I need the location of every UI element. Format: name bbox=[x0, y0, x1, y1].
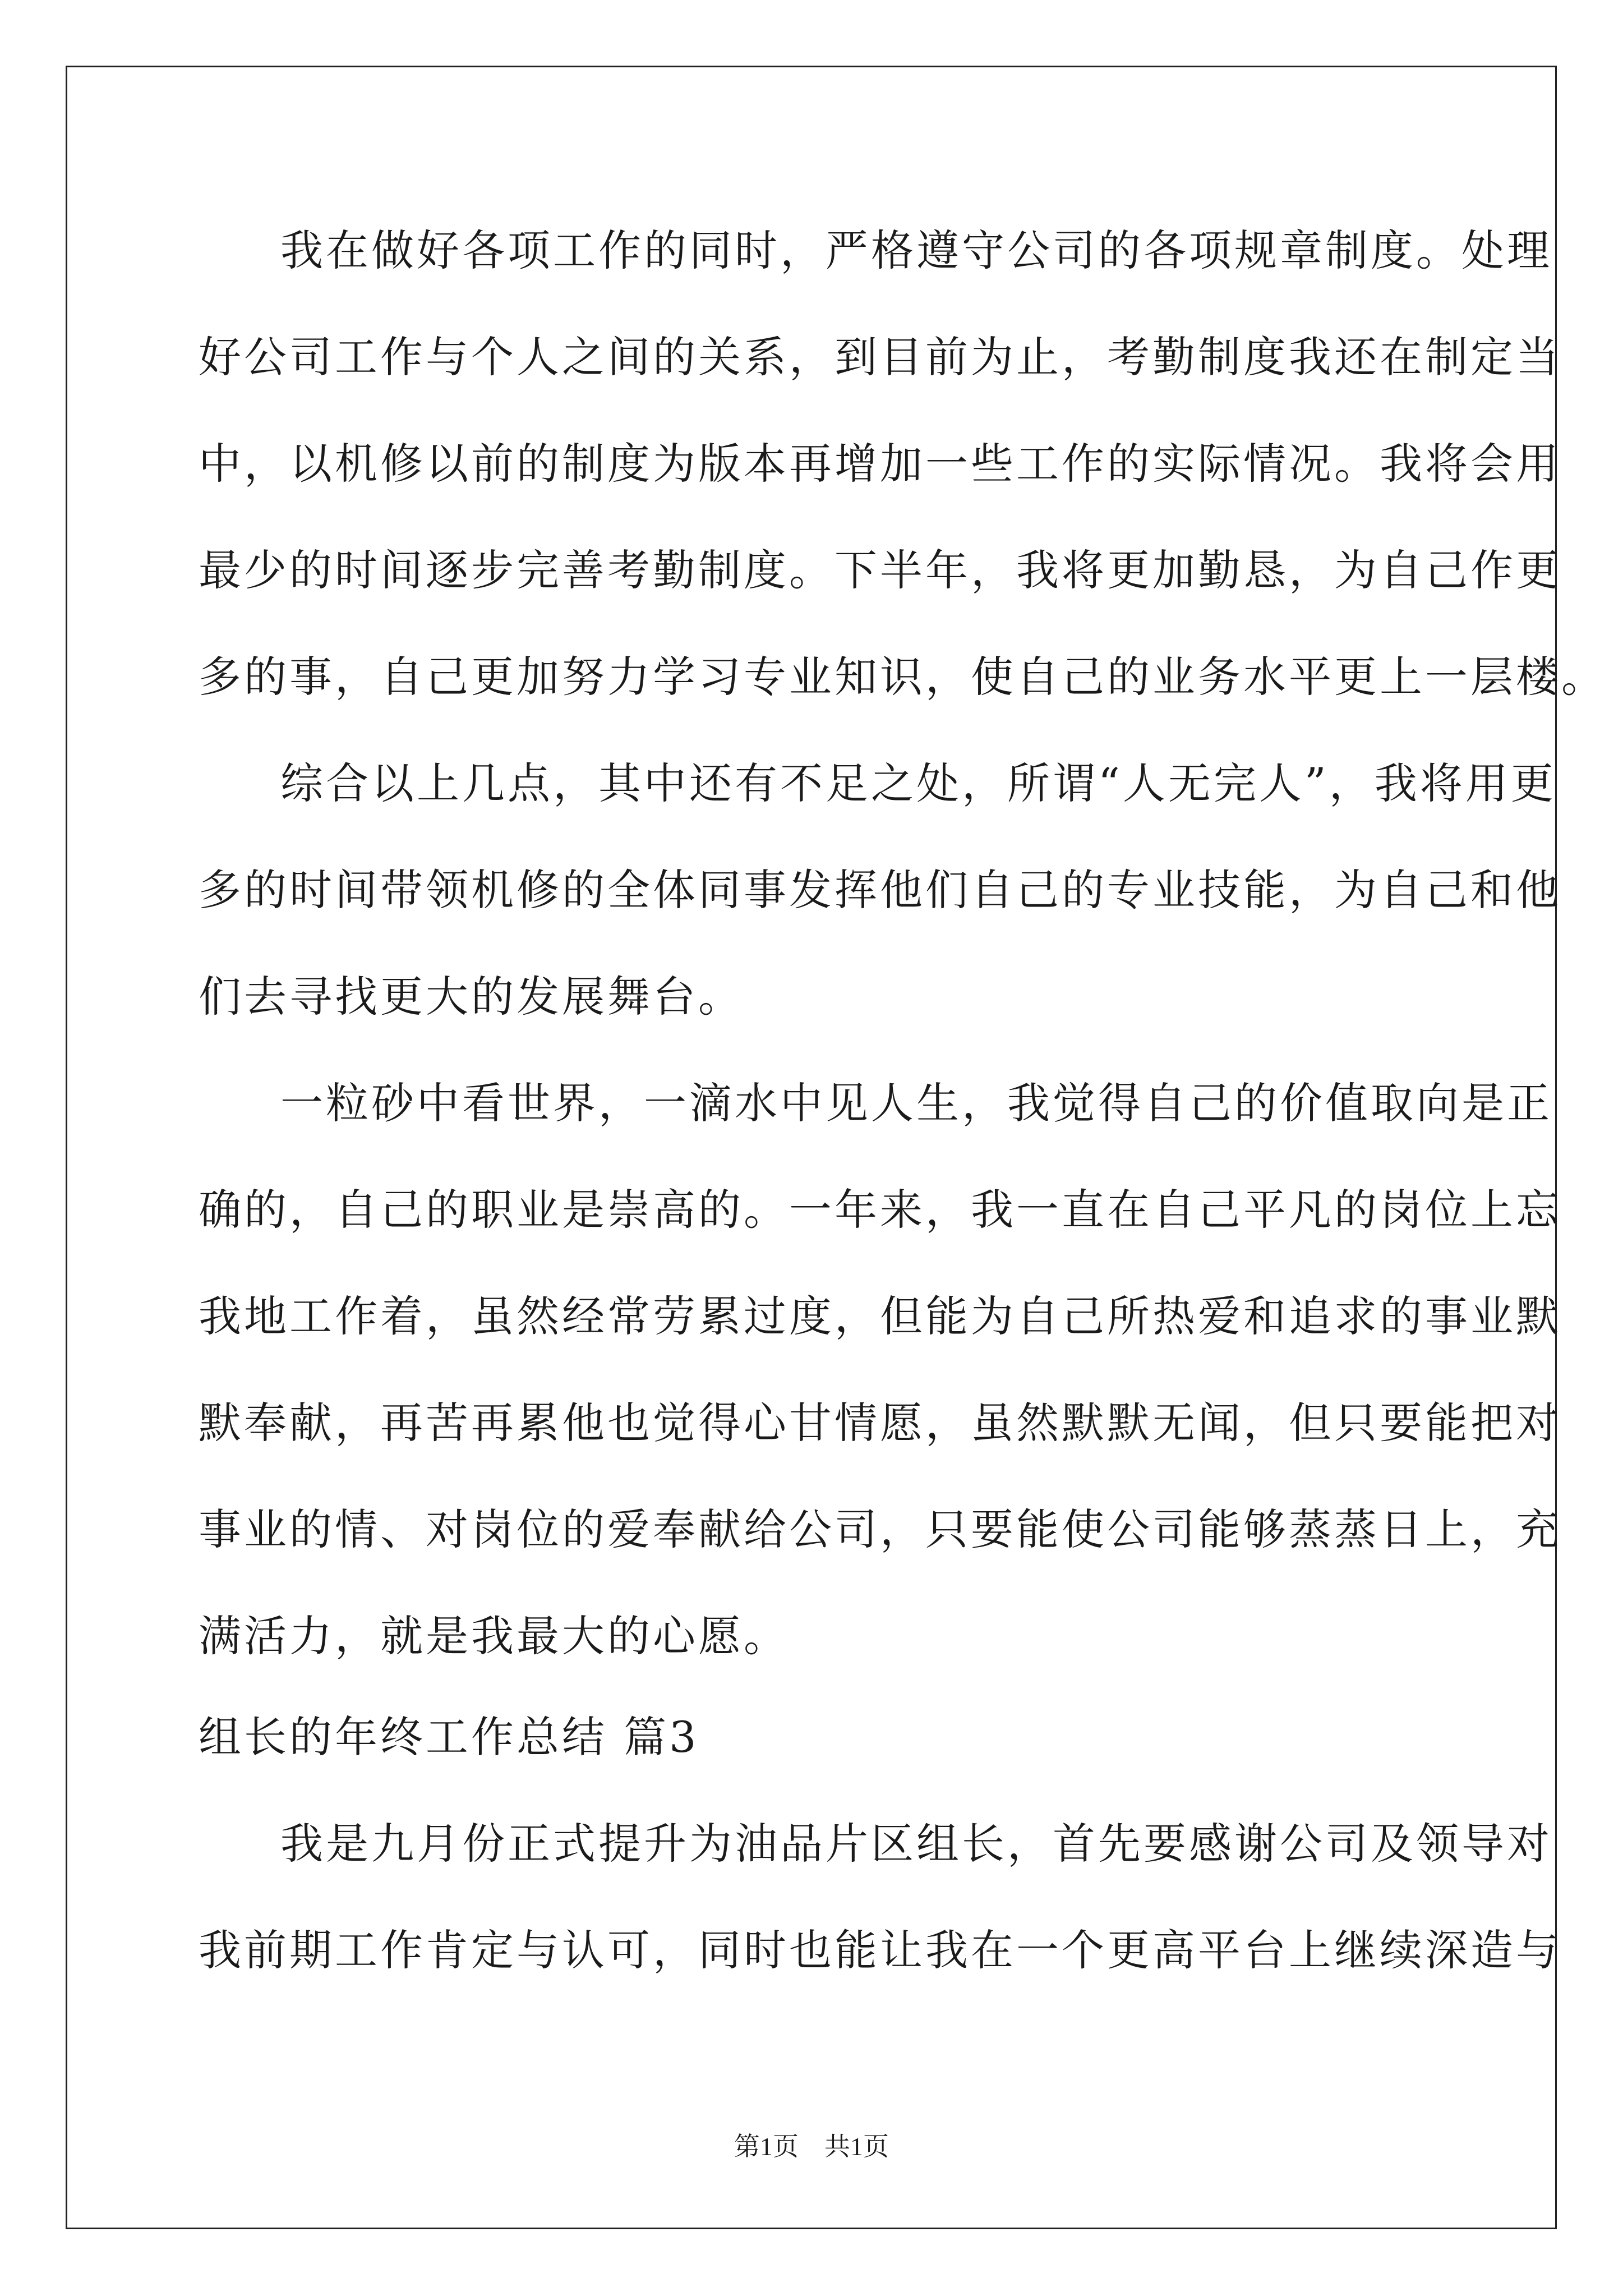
paragraph-2-line-2: 多的时间带领机修的全体同事发挥他们自己的专业技能，为自己和他 bbox=[199, 865, 1561, 915]
paragraph-3-line-5: 事业的情、对岗位的爱奉献给公司，只要能使公司能够蒸蒸日上，充 bbox=[199, 1504, 1561, 1554]
page-footer: 第1页 共1页 bbox=[734, 2132, 889, 2161]
page-border bbox=[66, 66, 1557, 2229]
paragraph-3-line-1: 一粒砂中看世界，一滴水中见人生，我觉得自己的价值取向是正 bbox=[280, 1078, 1552, 1128]
paragraph-1-line-2: 好公司工作与个人之间的关系，到目前为止，考勤制度我还在制定当 bbox=[199, 332, 1561, 382]
paragraph-5-line-2: 我前期工作肯定与认可，同时也能让我在一个更高平台上继续深造与 bbox=[199, 1925, 1561, 1975]
paragraph-1-line-5: 多的事，自己更加努力学习专业知识，使自己的业务水平更上一层楼。 bbox=[199, 652, 1607, 702]
paragraph-3-line-3: 我地工作着，虽然经常劳累过度，但能为自己所热爱和追求的事业默 bbox=[199, 1291, 1561, 1341]
paragraph-2-line-3: 们去寻找更大的发展舞台。 bbox=[199, 972, 744, 1022]
paragraph-2-line-1: 综合以上几点，其中还有不足之处，所谓“人无完人”，我将用更 bbox=[280, 758, 1556, 808]
paragraph-3-line-2: 确的，自己的职业是崇高的。一年来，我一直在自己平凡的岗位上忘 bbox=[199, 1185, 1561, 1235]
paragraph-1-line-1: 我在做好各项工作的同时，严格遵守公司的各项规章制度。处理 bbox=[280, 226, 1552, 275]
paragraph-3-line-4: 默奉献，再苦再累他也觉得心甘情愿，虽然默默无闻，但只要能把对 bbox=[199, 1398, 1561, 1448]
section-heading: 组长的年终工作总结 篇3 bbox=[199, 1712, 699, 1762]
paragraph-5-line-1: 我是九月份正式提升为油品片区组长，首先要感谢公司及领导对 bbox=[280, 1819, 1552, 1869]
paragraph-1-line-3: 中，以机修以前的制度为版本再增加一些工作的实际情况。我将会用 bbox=[199, 439, 1561, 489]
paragraph-1-line-4: 最少的时间逐步完善考勤制度。下半年，我将更加勤恳，为自己作更 bbox=[199, 545, 1561, 595]
paragraph-3-line-6: 满活力，就是我最大的心愿。 bbox=[199, 1611, 789, 1661]
